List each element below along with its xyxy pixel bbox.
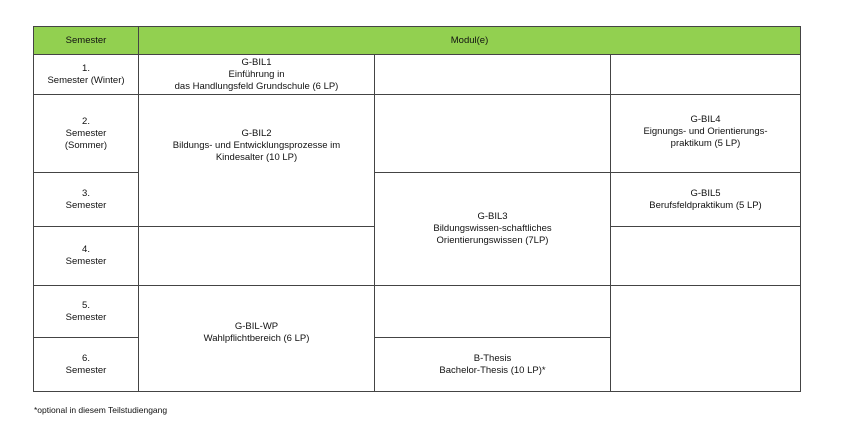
semester-cell-1 — [33, 54, 139, 95]
module-title-line: Berufsfeldpraktikum (5 LP) — [649, 199, 762, 211]
header-semester-label: Semester — [65, 34, 107, 46]
semester-label: Semester — [65, 256, 107, 267]
module-title-line: Bildungswissen-schaftliches — [433, 223, 552, 234]
module-code: G-BIL4 — [690, 113, 721, 125]
semester-label: Semester — [65, 311, 107, 323]
semester-number: 3. — [82, 187, 90, 199]
semester-cell-2 — [33, 94, 139, 173]
module-gbil2 — [138, 94, 375, 227]
semester-cell-5 — [33, 285, 139, 338]
semester-number: 5. — [82, 299, 90, 311]
semester-number: 2. — [82, 115, 90, 127]
empty-cell-a4 — [138, 226, 375, 286]
empty-cell-c4 — [610, 226, 801, 286]
module-title-line: das Handlungsfeld Grundschule (6 LP) — [174, 80, 339, 92]
empty-cell-b5 — [374, 285, 611, 338]
module-title-line: Bildungs- und Entwicklungsprozesse im — [172, 139, 341, 151]
semester-label: Semester (Winter) — [47, 74, 125, 86]
empty-cell-c5 — [610, 285, 801, 392]
header-module — [138, 26, 801, 55]
module-code: B-Thesis — [473, 352, 512, 364]
module-title-line: Kindesalter (10 LP) — [215, 151, 298, 163]
module-title-line: Wahlpflichtbereich (6 LP) — [203, 332, 310, 344]
module-title-line: Eignungs- und Orientierungs- — [643, 125, 768, 137]
empty-cell-b2 — [374, 94, 611, 173]
empty-cell-b1 — [374, 54, 611, 95]
module-gbil1 — [138, 54, 375, 95]
semester-label: Semester — [65, 364, 107, 376]
semester-number: 4. — [82, 244, 90, 255]
module-gbil3 — [374, 172, 611, 286]
semester-cell-4 — [33, 226, 139, 286]
header-semester — [33, 26, 139, 55]
module-code: G-BIL2 — [241, 127, 272, 139]
header-module-label: Modul(e) — [450, 34, 489, 46]
module-code: G-BIL-WP — [234, 320, 279, 332]
module-gbil5 — [610, 172, 801, 227]
semester-number: 6. — [82, 352, 90, 364]
module-title-line: Bachelor-Thesis (10 LP)* — [439, 364, 546, 376]
module-code: G-BIL1 — [241, 56, 272, 68]
module-thesis — [374, 337, 611, 392]
semester-number: 1. — [82, 62, 90, 74]
module-gbilwp — [138, 285, 375, 392]
module-title-line: Orientierungswissen (7LP) — [436, 235, 549, 246]
empty-cell-c1 — [610, 54, 801, 95]
module-gbil4 — [610, 94, 801, 173]
semester-label: Semester — [65, 199, 107, 211]
semester-cell-6 — [33, 337, 139, 392]
module-title-line: Einführung in — [228, 68, 285, 80]
semester-label: Semester — [65, 127, 107, 139]
module-code: G-BIL5 — [690, 187, 721, 199]
module-code: G-BIL3 — [477, 211, 508, 222]
semester-cell-3 — [33, 172, 139, 227]
semester-term: (Sommer) — [64, 139, 108, 151]
module-title-line: praktikum (5 LP) — [670, 137, 741, 149]
footnote: *optional in diesem Teilstudiengang — [34, 405, 168, 415]
